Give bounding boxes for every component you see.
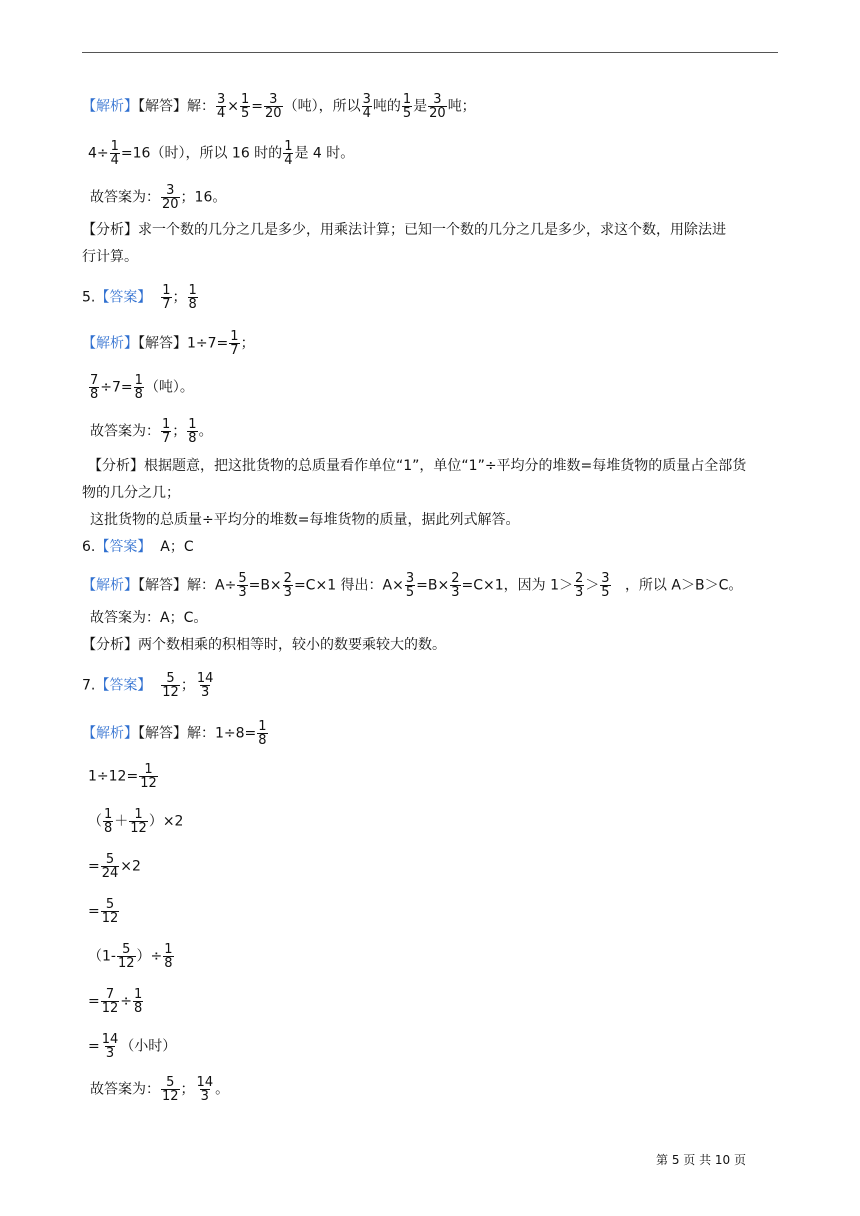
- fraction: $\frac{1}{8}$: [134, 373, 143, 402]
- q7-answer-line: [82, 672, 215, 699]
- text-span: 【答案】: [95, 539, 152, 555]
- q6-analysis-line: 【分析】两个数相乘的积相等时，较小的数要乘较大的数。: [82, 637, 446, 653]
- q6-answer-summary: 故答案为：A；C。: [90, 610, 208, 626]
- text-span: 。: [198, 423, 213, 440]
- q4-analysis-line-2: 行计算。: [82, 249, 138, 265]
- fraction: $\frac{1}{5}$: [241, 92, 250, 121]
- text-span: 【解析】: [82, 577, 138, 594]
- text-span: 【答案】: [95, 677, 152, 694]
- text-span: 【解析】: [82, 725, 138, 742]
- fraction: $\frac{3}{4}$: [362, 92, 371, 121]
- fraction: $\frac{1}{8}$: [104, 807, 113, 836]
- text-span: 【解答】解：: [138, 98, 215, 115]
- fraction: $\frac{1}{5}$: [402, 92, 412, 121]
- fraction: $\frac{2}{3}$: [451, 571, 460, 600]
- text-span: ，所以 A＞B＞C。: [624, 577, 743, 594]
- fraction: $\frac{1}{7}$: [162, 283, 171, 312]
- text-span: 故答案为：: [90, 1081, 160, 1098]
- text-span: （: [88, 813, 102, 830]
- q5-answer-summary: [90, 418, 213, 445]
- header-rule: [82, 52, 778, 53]
- page-footer: 第 5 页 共 10 页: [656, 1153, 746, 1167]
- text-span: ；: [240, 335, 255, 352]
- fraction: $\frac{7}{12}$: [101, 987, 119, 1016]
- q7-answer-summary: [90, 1076, 229, 1103]
- text-span: ；: [180, 677, 195, 694]
- fraction: $\frac{3}{5}$: [601, 571, 610, 600]
- text-span: 吨；: [447, 98, 476, 115]
- text-span: 5.: [82, 289, 96, 306]
- q7-solution-line-1: [82, 720, 269, 747]
- fraction: $\frac{1}{12}$: [140, 762, 157, 791]
- text-span: 【解析】: [82, 335, 138, 352]
- text-span: ×2: [120, 858, 141, 875]
- q5-answer-line: 5.【答案】 $\frac{1}{7}$ ； $\frac{1}{8}$: [82, 283, 197, 312]
- text-span: ＞: [585, 577, 600, 594]
- text-span: =16（时），所以 16 时的: [120, 145, 283, 162]
- fraction: $\frac{1}{7}$: [162, 417, 171, 446]
- text-span: =: [88, 993, 100, 1010]
- text-span: 【答案】: [95, 289, 152, 306]
- text-span: 是 4 时。: [294, 145, 355, 162]
- fraction: $\frac{1}{4}$: [110, 139, 119, 168]
- q7-solution-line-3: [88, 808, 183, 835]
- fraction: $\frac{1}{7}$: [230, 329, 239, 358]
- text-span: （1-: [88, 948, 116, 965]
- text-span: 4÷: [88, 145, 109, 162]
- q5-solution-line-1: [82, 330, 255, 357]
- fraction: $\frac{3}{20}$: [429, 92, 446, 121]
- fraction: $\frac{14}{3}$: [196, 671, 214, 700]
- text-span: 【解答】解：A÷: [138, 577, 237, 594]
- text-span: ）×2: [148, 813, 184, 830]
- text-span: （吨）。: [144, 379, 194, 396]
- fraction: $\frac{14}{3}$: [101, 1032, 119, 1061]
- fraction: $\frac{1}{8}$: [188, 417, 197, 446]
- fraction: $\frac{3}{20}$: [162, 183, 179, 212]
- q5-analysis-line-3: 这批货物的总质量÷平均分的堆数=每堆货物的质量，据此列式解答。: [90, 512, 520, 528]
- text-span: （小时）: [120, 1038, 177, 1055]
- q5-analysis-line-1: 【分析】根据题意，把这批货物的总质量看作单位“1”，单位“1”÷平均分的堆数=每堆货物的质量占全部货: [88, 458, 747, 474]
- text-span: 1÷12=: [88, 768, 139, 785]
- q4-analysis-line-1: 【分析】求一个数的几分之几是多少，用乘法计算；已知一个数的几分之几是多少，求这个数，用除法进: [82, 222, 726, 238]
- q4-answer-line: [90, 184, 226, 211]
- q7-solution-line-7: [88, 988, 144, 1015]
- fraction: $\frac{1}{4}$: [284, 139, 293, 168]
- text-span: ÷: [120, 993, 133, 1010]
- q5-solution-line-2: [88, 374, 194, 401]
- text-span: 吨的: [372, 98, 401, 115]
- fraction: $\frac{3}{4}$: [217, 92, 226, 121]
- text-span: =: [88, 1038, 100, 1055]
- q7-solution-line-8: [88, 1033, 176, 1060]
- text-span: （吨），所以: [283, 98, 361, 115]
- text-span: 。: [215, 1081, 230, 1098]
- text-span: ＋: [114, 813, 129, 830]
- text-span: =: [88, 903, 100, 920]
- fraction: $\frac{1}{12}$: [130, 807, 147, 836]
- text-span: =C×1，因为 1＞: [461, 577, 574, 594]
- text-span: 故答案为：: [90, 189, 160, 206]
- fraction: $\frac{1}{8}$: [164, 942, 173, 971]
- fraction: $\frac{2}{3}$: [283, 571, 292, 600]
- q4-solution-line-1: 【解析】【解答】解： $\frac{3}{4}$ × $\frac{1}{5}$ = $\frac{3}{20}$ （吨），所以 $\frac{3}{4}$ 吨的 $\frac{1}{5}$ 是 $\frac{3}{20}$ 吨；: [82, 92, 476, 121]
- text-span: 6.: [82, 539, 96, 555]
- text-span: =: [88, 858, 100, 875]
- text-span: 7.: [82, 677, 96, 694]
- q7-solution-line-6: [88, 943, 175, 970]
- text-span: ；: [180, 1081, 195, 1098]
- text-span: =B×: [416, 577, 450, 594]
- fraction: $\frac{1}{8}$: [258, 719, 267, 748]
- text-span: 故答案为：: [90, 423, 160, 440]
- q7-solution-line-2: [88, 763, 159, 790]
- text-span: ）÷: [136, 948, 163, 965]
- analysis-tag: 【解析】: [82, 98, 138, 115]
- q5-analysis-line-2: 物的几分之几；: [82, 485, 180, 501]
- text-span: ÷7=: [100, 379, 133, 396]
- fraction: $\frac{5}{12}$: [162, 1075, 179, 1104]
- q7-solution-line-5: [88, 898, 120, 925]
- fraction: $\frac{3}{20}$: [265, 92, 282, 121]
- text-span: 【解答】1÷7=: [138, 335, 229, 352]
- fraction: $\frac{5}{12}$: [117, 942, 135, 971]
- fraction: $\frac{1}{8}$: [188, 283, 197, 312]
- text-span: ；: [172, 423, 187, 440]
- fraction: $\frac{5}{12}$: [162, 671, 179, 700]
- text-span: =C×1 得出：A×: [293, 577, 404, 594]
- q7-solution-line-4: [88, 853, 141, 880]
- text-span: ；16。: [180, 189, 227, 206]
- fraction: $\frac{7}{8}$: [90, 373, 99, 402]
- fraction: $\frac{5}{3}$: [238, 571, 247, 600]
- text-span: 是: [413, 98, 428, 115]
- fraction: $\frac{2}{3}$: [575, 571, 584, 600]
- fraction: $\frac{3}{5}$: [405, 571, 415, 600]
- fraction: $\frac{1}{8}$: [134, 987, 143, 1016]
- fraction: $\frac{14}{3}$: [196, 1075, 214, 1104]
- q6-solution-line: [82, 572, 742, 599]
- text-span: A；C: [160, 539, 194, 555]
- q6-answer-line: [82, 537, 194, 557]
- q4-solution-line-2: [88, 140, 354, 167]
- fraction: $\frac{5}{12}$: [101, 897, 119, 926]
- fraction: $\frac{5}{24}$: [101, 852, 119, 881]
- text-span: =B×: [248, 577, 282, 594]
- text-span: 【解答】解：1÷8=: [138, 725, 257, 742]
